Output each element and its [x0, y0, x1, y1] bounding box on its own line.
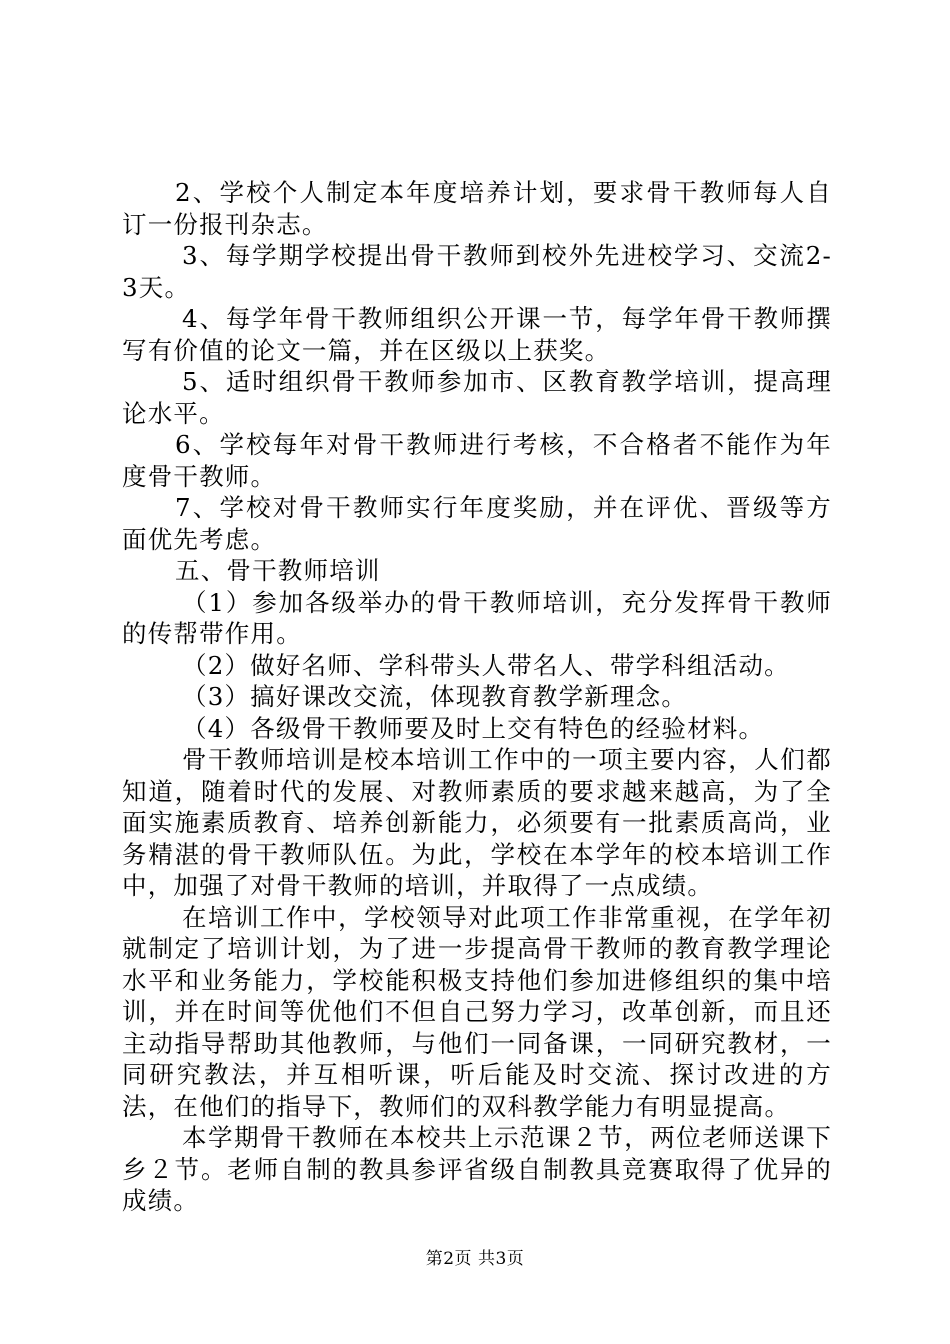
summary-paragraph-2: 在培训工作中，学校领导对此项工作非常重视，在学年初就制定了培训计划，为了进一步提高骨干教师的教育教学理论水平和业务能力，学校能积极支持他们参加进修组织的集中培训，并在时间等优他们不但自己努力学习，改革创新，而且还主动指导帮助其他教师，与他们一同备课，一同研究教材，一同研究教法，并互相听课，听后能及时交流、探讨改进的方法，在他们的指导下，教师们的双科教学能力有明显提高。: [122, 902, 832, 1121]
summary-paragraph-3: 本学期骨干教师在本校共上示范课２节，两位老师送课下乡２节。老师自制的教具参评省级自制教具竞赛取得了优异的成绩。: [122, 1123, 832, 1215]
section-heading: 五、骨干教师培训: [175, 556, 381, 585]
paragraph-item-5: 5、适时组织骨干教师参加市、区教育教学培训，提高理论水平。: [122, 367, 832, 428]
page-number-footer: 第2页 共3页: [425, 1249, 525, 1269]
paragraph-item-2: 2、学校个人制定本年度培养计划，要求骨干教师每人自订一份报刊杂志。: [122, 178, 832, 239]
paragraph-item-6: 6、学校每年对骨干教师进行考核，不合格者不能作为年度骨干教师。: [122, 430, 832, 491]
training-item-2: （2）做好名师、学科带头人带名人、带学科组活动。: [182, 650, 790, 680]
paragraph-item-7: 7、学校对骨干教师实行年度奖励，并在评优、晋级等方面优先考虑。: [122, 493, 832, 554]
training-item-3: （3）搞好课改交流，体现教育教学新理念。: [182, 682, 688, 711]
paragraph-item-3: 3、每学期学校提出骨干教师到校外先进校学习、交流2-3天。: [122, 241, 832, 302]
training-item-4: （4）各级骨干教师要及时上交有特色的经验材料。: [182, 713, 765, 743]
training-item-1: （1）参加各级举办的骨干教师培训，充分发挥骨干教师的传帮带作用。: [122, 587, 832, 648]
paragraph-item-4: 4、每学年骨干教师组织公开课一节，每学年骨干教师撰写有价值的论文一篇，并在区级以上获奖。: [122, 304, 832, 365]
summary-paragraph-1: 骨干教师培训是校本培训工作中的一项主要内容，人们都知道，随着时代的发展、对教师素质的要求越来越高，为了全面实施素质教育、培养创新能力，必须要有一批素质高尚，业务精湛的骨干教师队伍。为此，学校在本学年的校本培训工作中，加强了对骨干教师的培训，并取得了一点成绩。: [122, 745, 832, 900]
document-body: [122, 177, 832, 1217]
